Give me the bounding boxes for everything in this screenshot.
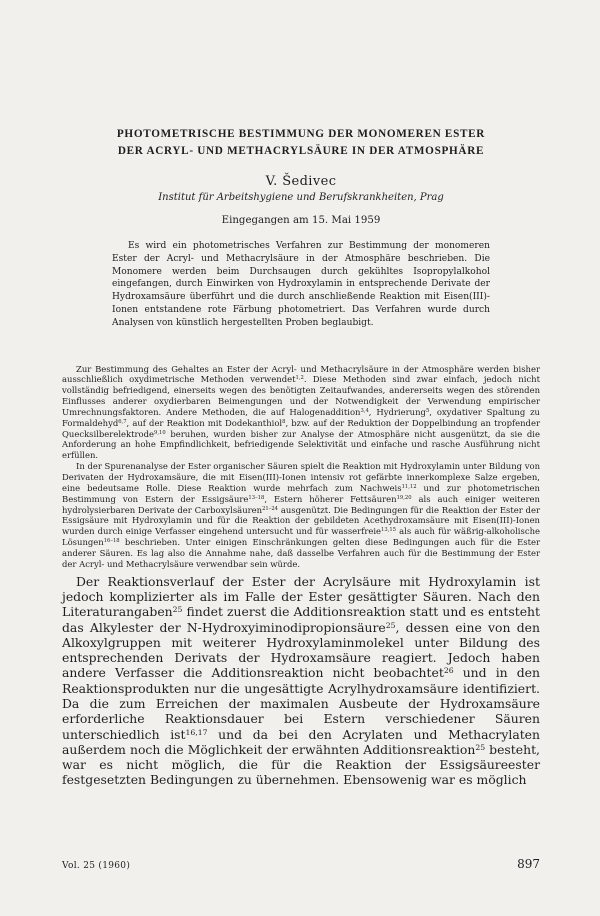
reference-marker: 19,20 [396,494,412,501]
reference-marker: 8 [282,418,286,425]
reference-marker: 1,2 [295,375,304,382]
reference-marker: 26 [443,666,454,676]
reference-marker: 6,7 [118,418,127,425]
reference-marker: 25 [385,620,396,630]
body-main-print [62,574,540,788]
reference-marker: 16,17 [185,727,208,737]
received-date: Eingegangen am 15. Mai 1959 [221,215,381,226]
body-small-print [62,364,540,570]
reference-marker: 5 [425,408,430,415]
reference-marker: 13,15 [381,527,396,534]
reference-marker: 9,10 [154,429,166,436]
paragraph-3: Der Reaktionsverlauf der Ester der Acrylsäure mit Hydroxylamin ist jedoch komplizierter als im Falle der Ester gesättigter Säuren. Nach den Literaturangaben$^{25}$ findet zuerst die Additionsreaktion statt und es entsteht das Alkylester der N-Hydroxyiminodipropionsäure$^{25}$, dessen eine von den Alkoxylgruppen mit weiterer Hydroxylaminmolekel unter Bildung des entsprechenden Derivats der Hydroxamsäure reagiert. Jedoch haben andere Verfasser die Additionsreaktion nicht beobachtet$^{26}$ und in den Reaktionsprodukten nur die ungesättigte Acrylhydroxamsäure identifiziert. Da die zum Erreichen der maximalen Ausbeute der Hydroxamsäure erforderliche Reaktionsdauer bei Estern verschiedener Säuren unterschiedlich ist$^{16,17}$ und da bei den Acrylaten und Methacrylaten außerdem noch die Möglichkeit der erwähnten Additionsreaktion$^{25}$ besteht, war es nicht möglich, die für die Reaktion der Essigsäureester festgesetzten Bedingungen zu übernehmen. Ebensowenig war es möglich [62,573,540,788]
article-title [62,0,540,160]
reference-marker: 21–24 [262,505,279,512]
reference-marker: 11,12 [401,483,417,490]
reference-marker: 13–18 [248,494,265,501]
reference-marker: 25 [475,742,486,752]
reference-marker: 16–18 [103,538,120,545]
page-number: 897 [517,857,540,871]
institute: Institut für Arbeitshygiene und Berufskrankheiten, Prag [158,192,444,203]
abstract: Es wird ein photometrisches Verfahren zur Bestimmung der monomeren Ester der Acryl- und Methacrylsäure in der Atmosphäre beschrieben. Die Monomere werden beim Durchsaugen durch gekühltes Isopropylalkohol eingefangen, durch Einwirken von Hydroxylamin in entsprechende Derivate der Hydroxamsäure überführt und die durch anschließende Reaktion mit Eisen(III)-Ionen entstandene rote Färbung photometriert. Das Verfahren wurde durch Analysen von künstlich hergestellten Proben beglaubigt. [112,241,490,328]
reference-marker: 3,4 [360,408,369,415]
paragraph-2: In der Spurenanalyse der Ester organischer Säuren spielt die Reaktion mit Hydroxylamin unter Bildung von Derivaten der Hydroxamsäure, die mit Eisen(III)-Ionen intensiv rot gefärbte innerkomplexe Salze ergeben, eine bedeutsame Rolle. Diese Reaktion wurde mehrfach zum Nachweis$^{11,12}$ und zur photometrischen Bestimmung von Estern der Essigsäure$^{13-18}$, Estern höherer Fettsäuren$^{19,20}$ als auch einiger weiteren hydrolysierbaren Derivate der Carboxylsäuren$^{21-24}$ ausgenützt. Die Bedingungen für die Reaktion der Ester der Essigsäure mit Hydroxylamin und für die Reaktion der gebildeten Acethydroxamsäure mit Eisen(III)-Ionen wurden durch einige Verfasser eingehend untersucht und für wasserfreie$^{13,15}$ als auch für wäßrig-alkoholische Lösungen$^{16-18}$ beschrieben. Unter einigen Einschränkungen gelten diese Bedingungen auch für die Ester anderer Säuren. Es lag also die Annahme nahe, daß dasselbe Verfahren auch für die Bestimmung der Ester der Acryl- und Methacrylsäure verwendbar sein würde. [62,461,540,569]
title-line-2: DER ACRYL- UND METHACRYLSÄURE IN DER ATMOSPHÄRE [117,145,485,157]
author: V. Šedivec [265,174,337,189]
reference-marker: 25 [172,604,183,614]
journal-volume: Vol. 25 (1960) [62,861,131,871]
paragraph-1: Zur Bestimmung des Gehaltes an Ester der Acryl- und Methacrylsäure in der Atmosphäre werden bisher ausschließlich oxydimetrische Methoden verwendet$^{1,2}$. Diese Methoden sind zwar einfach, jedoch nicht vollständig befriedigend, einerseits wegen des benötigten Zeitaufwandes, andererseits wegen des störenden Einflusses anderer oxydierbaren Beimengungen und der Notwendigkeit der Verwendung empirischer Umrechnungsfaktoren. Andere Methoden, die auf Halogenaddition$^{3,4}$, Hydrierung$^5$, oxydativer Spaltung zu Formaldehyd$^{6,7}$, auf der Reaktion mit Dodekanthiol$^8$, bzw. auf der Reduktion der Doppelbindung an tropfender Quecksilberelektrode$^{9,10}$ beruhen, wurden bisher zur Analyse der Atmosphäre nicht ausgenützt, da sie die Anforderung an hohe Empfindlichkeit, befriedigende Selektivität und einfache und rasche Ausführung nicht erfüllen. [62,363,540,461]
title-line-1: PHOTOMETRISCHE BESTIMMUNG DER MONOMEREN ESTER [116,128,486,140]
page-footer [62,857,540,871]
